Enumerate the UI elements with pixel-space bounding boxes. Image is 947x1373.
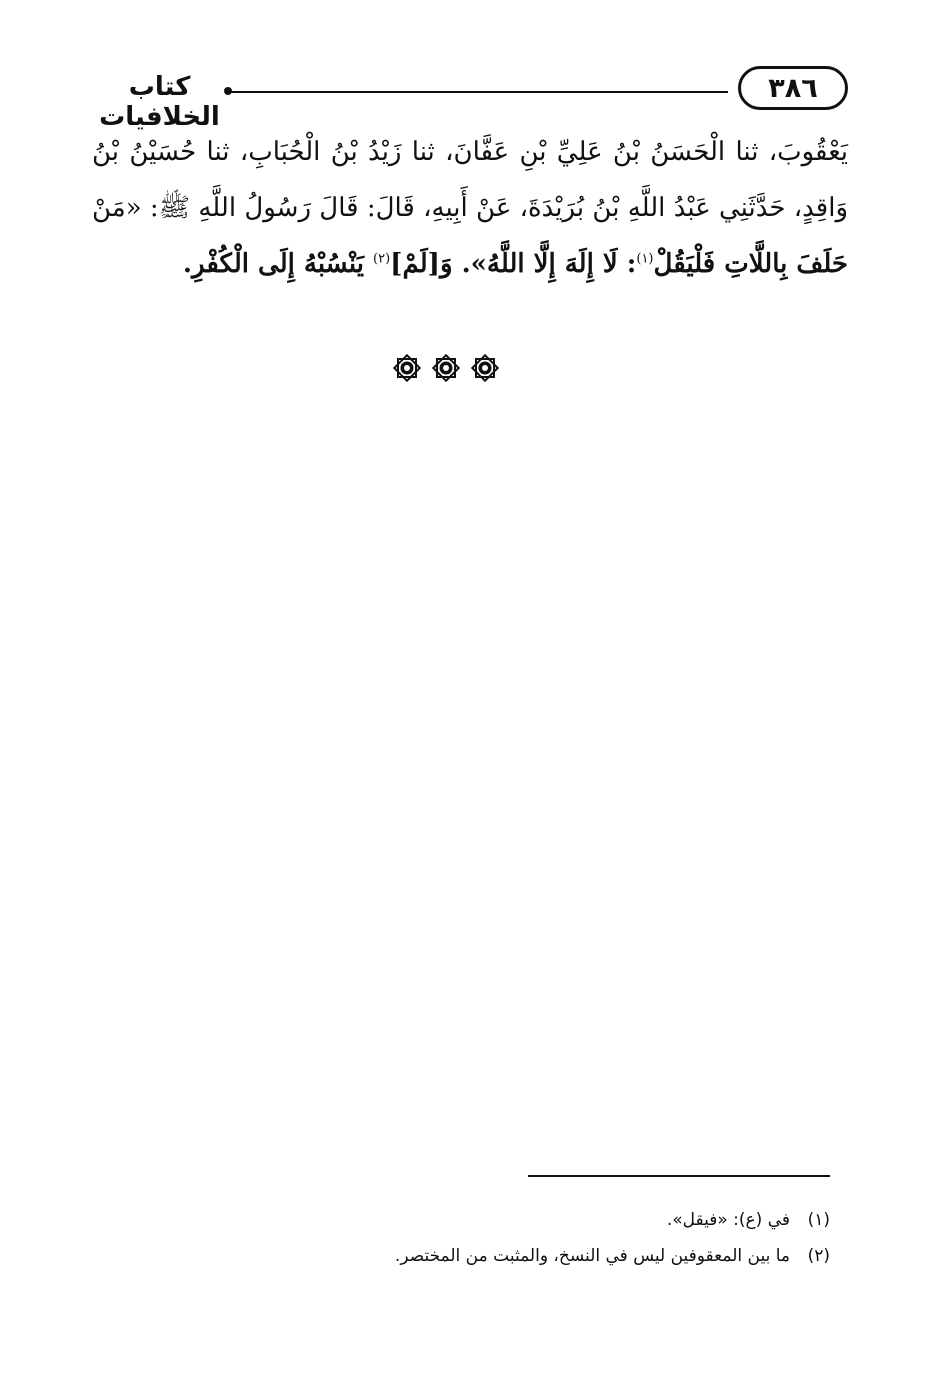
- running-header: [92, 66, 848, 132]
- footnote-1: [330, 1202, 830, 1238]
- footnote-marker-1: (١): [636, 251, 654, 267]
- main-text: [92, 124, 848, 292]
- rosette-icon: [469, 352, 501, 384]
- footnote-separator: [528, 1175, 830, 1177]
- text-line-1: يَعْقُوبَ، ثنا الْحَسَنُ بْنُ عَلِيِّ بْنِ عَفَّانَ، ثنا زَيْدُ بْنُ الْحُبَابِ، ثنا حُسَيْنُ بْنُ: [92, 137, 848, 167]
- rosette-icon: [391, 352, 423, 384]
- footnote-number: (١): [807, 1210, 830, 1230]
- header-rule: [230, 91, 728, 93]
- footnote-2: [330, 1238, 830, 1274]
- book-title: كتاب الخلافيات: [99, 72, 220, 132]
- rosette-icon: [430, 352, 462, 384]
- footnote-text: ما بين المعقوفين ليس في النسخ، والمثبت من المختصر.: [394, 1246, 790, 1266]
- page-number: ٣٨٦: [738, 66, 848, 110]
- hadith-text-part-3: يَنْسُبْهُ إِلَى الْكُفْرِ.: [182, 249, 374, 279]
- footnote-text: في (ع): «فيقل».: [666, 1210, 790, 1230]
- hadith-text-part-1: حَلَفَ بِاللَّاتِ فَلْيَقُلْ: [653, 249, 848, 279]
- text-line-2: وَاقِدٍ، حَدَّثَنِي عَبْدُ اللَّهِ بْنُ بُرَيْدَةَ، عَنْ أَبِيهِ، قَالَ: قَالَ رَسُولُ اللَّهِ ﷺ: «مَنْ: [92, 193, 848, 223]
- hadith-text-part-2: : لَا إِلَهَ إِلَّا اللَّهُ». وَ[لَمْ]: [390, 249, 637, 279]
- footnote-marker-2: (٢): [373, 251, 391, 267]
- footnotes: [330, 1202, 830, 1274]
- footnote-number: (٢): [807, 1246, 830, 1266]
- section-end-ornament: [391, 350, 501, 386]
